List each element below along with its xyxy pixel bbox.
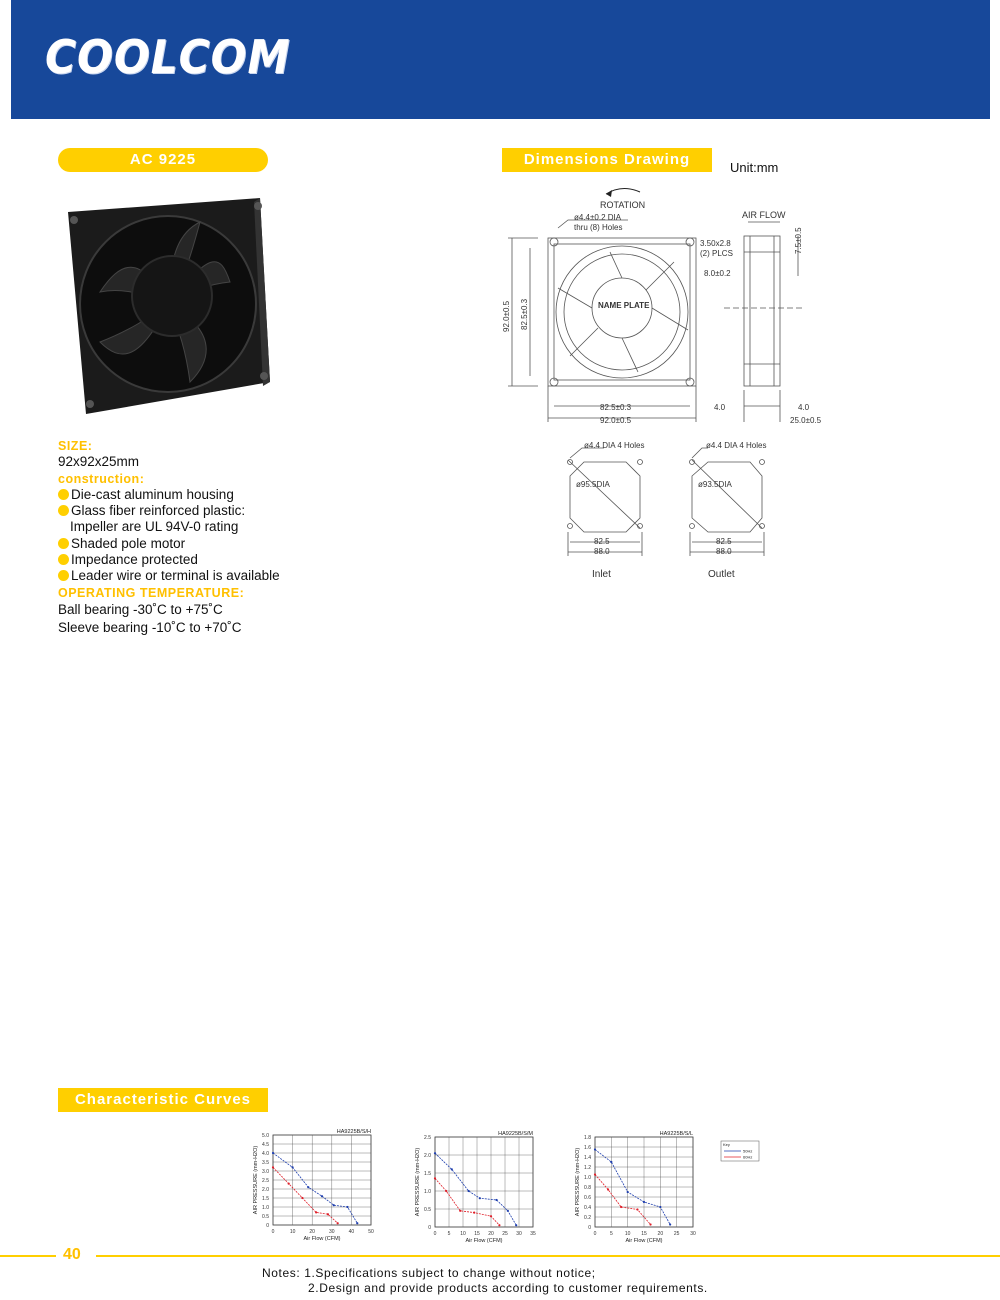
data-point <box>327 1213 329 1215</box>
y-tick-label: 1.0 <box>262 1205 269 1211</box>
side-small-dim-2: 4.0 <box>798 403 810 412</box>
bullet-icon <box>58 505 69 516</box>
data-point <box>445 1190 447 1192</box>
x-tick-label: 10 <box>460 1231 466 1237</box>
size-heading: SIZE: <box>58 439 93 453</box>
data-point <box>272 1152 274 1154</box>
bullet-icon <box>58 489 69 500</box>
x-tick-label: 10 <box>624 1231 631 1237</box>
footer-rule-right <box>96 1255 1000 1257</box>
size-value: 92x92x25mm <box>58 454 140 470</box>
bullet-icon <box>58 570 69 581</box>
y-tick-label: 4.0 <box>262 1151 269 1157</box>
x-tick-label: 30 <box>329 1229 335 1235</box>
x-tick-label: 5 <box>609 1231 613 1237</box>
data-point <box>288 1183 290 1185</box>
x-tick-label: 5 <box>447 1231 451 1237</box>
series-line <box>435 1153 516 1225</box>
y-tick-label: 2.0 <box>424 1153 431 1159</box>
construction-item: Leader wire or terminal is available <box>58 568 280 584</box>
data-point <box>607 1188 609 1190</box>
x-axis-label: Air Flow (CFM) <box>303 1236 341 1242</box>
data-point <box>301 1197 303 1199</box>
construction-item: Shaded pole motor <box>58 536 280 552</box>
y-tick-label: 0 <box>266 1223 269 1229</box>
chart-title: HA9225B/S/M <box>498 1131 533 1137</box>
x-axis-label: Air Flow (CFM) <box>465 1238 503 1244</box>
holes-note-2: thru (8) Holes <box>574 223 623 232</box>
y-axis-label: AIR PRESSURE (mm-H2O) <box>253 1145 259 1215</box>
bullet-icon <box>58 554 69 565</box>
y-tick-label: 0.4 <box>584 1205 591 1211</box>
y-tick-label: 1.0 <box>584 1175 591 1181</box>
data-point <box>451 1168 453 1170</box>
x-tick-label: 0 <box>593 1231 597 1237</box>
dimensions-title: Dimensions Drawing <box>502 148 712 172</box>
data-point <box>643 1201 645 1203</box>
outlet-holes-note: ø4.4 DIA 4 Holes <box>706 441 767 450</box>
curves-title: Characteristic Curves <box>58 1088 268 1112</box>
y-tick-label: 1.6 <box>584 1145 591 1151</box>
data-point <box>459 1210 461 1212</box>
x-axis-label: Air Flow (CFM) <box>625 1238 663 1244</box>
data-point <box>496 1199 498 1201</box>
notes-line-1: Notes: 1.Specifications subject to change without notice; <box>262 1266 596 1280</box>
y-tick-label: 3.0 <box>262 1169 269 1175</box>
height-outer-dim: 92.0±0.5 <box>502 300 511 332</box>
impeller-line: Impeller are UL 94V-0 rating <box>70 519 239 535</box>
plot-frame <box>435 1137 533 1227</box>
x-tick-label: 20 <box>488 1231 494 1237</box>
data-point <box>490 1215 492 1217</box>
x-tick-label: 35 <box>530 1231 536 1237</box>
x-tick-label: 10 <box>289 1229 296 1235</box>
brand-logo: COOLCOM <box>45 30 291 84</box>
temperature-heading: OPERATING TEMPERATURE: <box>58 585 245 600</box>
y-tick-label: 0.2 <box>584 1215 591 1221</box>
side-top-dim: 7.5±0.5 <box>794 227 803 254</box>
data-point <box>610 1161 612 1163</box>
notes-line-2: 2.Design and provide products according to customer requirements. <box>308 1281 708 1295</box>
y-tick-label: 1.5 <box>424 1171 431 1177</box>
legend-title: Key <box>723 1142 730 1147</box>
y-tick-label: 0.5 <box>424 1207 431 1213</box>
legend-item: 60Hz <box>743 1154 753 1160</box>
data-point <box>468 1190 470 1192</box>
y-tick-label: 0.8 <box>584 1185 591 1191</box>
data-point <box>479 1197 481 1199</box>
legend-item: 50Hz <box>743 1148 753 1154</box>
specifications <box>58 438 280 637</box>
slot-note-1: 3.50x2.8 <box>700 239 731 248</box>
data-point <box>307 1186 309 1188</box>
x-tick-label: 30 <box>516 1231 522 1237</box>
inlet-width-1: 82.5 <box>594 537 610 546</box>
chart-title: HA9225B/S/H <box>336 1129 371 1135</box>
data-point <box>337 1222 339 1224</box>
outlet-diameter: ø93.5DIA <box>698 480 732 489</box>
inlet-holes-note: ø4.4 DIA 4 Holes <box>584 441 645 450</box>
data-point <box>272 1166 274 1168</box>
y-tick-label: 0.5 <box>262 1214 269 1220</box>
data-point <box>473 1212 475 1214</box>
rotation-label: ROTATION <box>600 200 646 210</box>
outlet-label: Outlet <box>708 569 735 580</box>
y-tick-label: 0 <box>428 1225 431 1231</box>
side-small-dim: 4.0 <box>714 403 726 412</box>
construction-item: Impedance protected <box>58 552 280 568</box>
air-flow-label: AIR FLOW <box>742 210 786 220</box>
y-tick-label: 4.5 <box>262 1142 269 1148</box>
data-point <box>315 1211 317 1213</box>
data-point <box>333 1204 335 1206</box>
y-tick-label: 1.4 <box>584 1155 591 1161</box>
inlet-width-2: 88.0 <box>594 547 610 556</box>
y-tick-label: 2.0 <box>262 1187 269 1193</box>
data-point <box>594 1148 596 1150</box>
holes-note-1: ø4.4±0.2 DIA <box>574 213 622 222</box>
construction-item: Glass fiber reinforced plastic: <box>58 503 280 519</box>
y-tick-label: 2.5 <box>262 1178 269 1184</box>
height-inner-dim: 82.5±0.3 <box>520 298 529 330</box>
outlet-width-2: 88.0 <box>716 547 732 556</box>
data-point <box>434 1152 436 1154</box>
bullet-icon <box>58 538 69 549</box>
chart-2 <box>415 1131 536 1244</box>
data-point <box>515 1224 517 1226</box>
construction-item: Die-cast aluminum housing <box>58 487 280 503</box>
data-point <box>356 1222 358 1224</box>
x-tick-label: 25 <box>673 1231 680 1237</box>
y-tick-label: 0.6 <box>584 1195 591 1201</box>
data-point <box>434 1177 436 1179</box>
x-tick-label: 15 <box>641 1231 647 1237</box>
data-point <box>507 1210 509 1212</box>
footer-rule-left <box>0 1255 56 1257</box>
unit-label: Unit:mm <box>730 160 779 175</box>
characteristic-curves-charts <box>245 1125 765 1250</box>
data-point <box>659 1206 661 1208</box>
inlet-label: Inlet <box>592 569 611 580</box>
dimensions-drawing <box>498 180 838 580</box>
width-inner-dim: 82.5±0.3 <box>600 403 632 412</box>
fan-product-image <box>60 192 272 414</box>
notes <box>262 1266 708 1296</box>
x-tick-label: 40 <box>348 1229 355 1235</box>
y-tick-label: 5.0 <box>262 1133 269 1139</box>
y-axis-label: AIR PRESSURE (mm-H2O) <box>415 1147 421 1217</box>
model-pill: AC 9225 <box>58 148 268 172</box>
x-tick-label: 20 <box>657 1231 664 1237</box>
width-outer-dim: 92.0±0.5 <box>600 416 632 425</box>
name-plate-label: NAME PLATE <box>598 301 650 310</box>
x-tick-label: 15 <box>474 1231 480 1237</box>
y-tick-label: 2.5 <box>424 1135 431 1141</box>
x-tick-label: 0 <box>433 1231 437 1237</box>
chart-3 <box>575 1131 759 1244</box>
x-tick-label: 20 <box>309 1229 315 1235</box>
data-point <box>292 1166 294 1168</box>
series-line <box>435 1178 499 1225</box>
y-tick-label: 1.5 <box>262 1196 269 1202</box>
x-tick-label: 25 <box>502 1231 508 1237</box>
y-tick-label: 1.0 <box>424 1189 431 1195</box>
data-point <box>346 1206 348 1208</box>
inlet-diameter: ø95.5DIA <box>576 480 610 489</box>
outlet-width-1: 82.5 <box>716 537 732 546</box>
x-tick-label: 30 <box>690 1231 696 1237</box>
y-tick-label: 3.5 <box>262 1160 269 1166</box>
y-axis-label: AIR PRESSURE (mm-H2O) <box>575 1147 581 1217</box>
side-depth-dim: 25.0±0.5 <box>790 416 822 425</box>
data-point <box>594 1173 596 1175</box>
y-tick-label: 1.8 <box>584 1135 591 1141</box>
x-tick-label: 50 <box>368 1229 374 1235</box>
chart-title: HA9225B/S/L <box>659 1131 693 1137</box>
data-point <box>627 1191 629 1193</box>
construction-heading: construction: <box>58 471 145 486</box>
data-point <box>498 1224 500 1226</box>
y-tick-label: 0 <box>588 1225 591 1231</box>
y-tick-label: 1.2 <box>584 1165 591 1171</box>
chart-1 <box>253 1129 374 1242</box>
data-point <box>321 1195 323 1197</box>
page-number: 40 <box>63 1246 81 1263</box>
x-tick-label: 0 <box>271 1229 275 1235</box>
ball-bearing-temp: Ball bearing -30˚C to +75˚C <box>58 601 223 617</box>
sleeve-bearing-temp: Sleeve bearing -10˚C to +70˚C <box>58 619 242 635</box>
slot-note-2: (2) PLCS <box>700 249 733 258</box>
data-point <box>620 1206 622 1208</box>
slot-dim: 8.0±0.2 <box>704 269 731 278</box>
header-banner <box>11 0 990 119</box>
data-point <box>636 1208 638 1210</box>
data-point <box>669 1223 671 1225</box>
data-point <box>649 1223 651 1225</box>
